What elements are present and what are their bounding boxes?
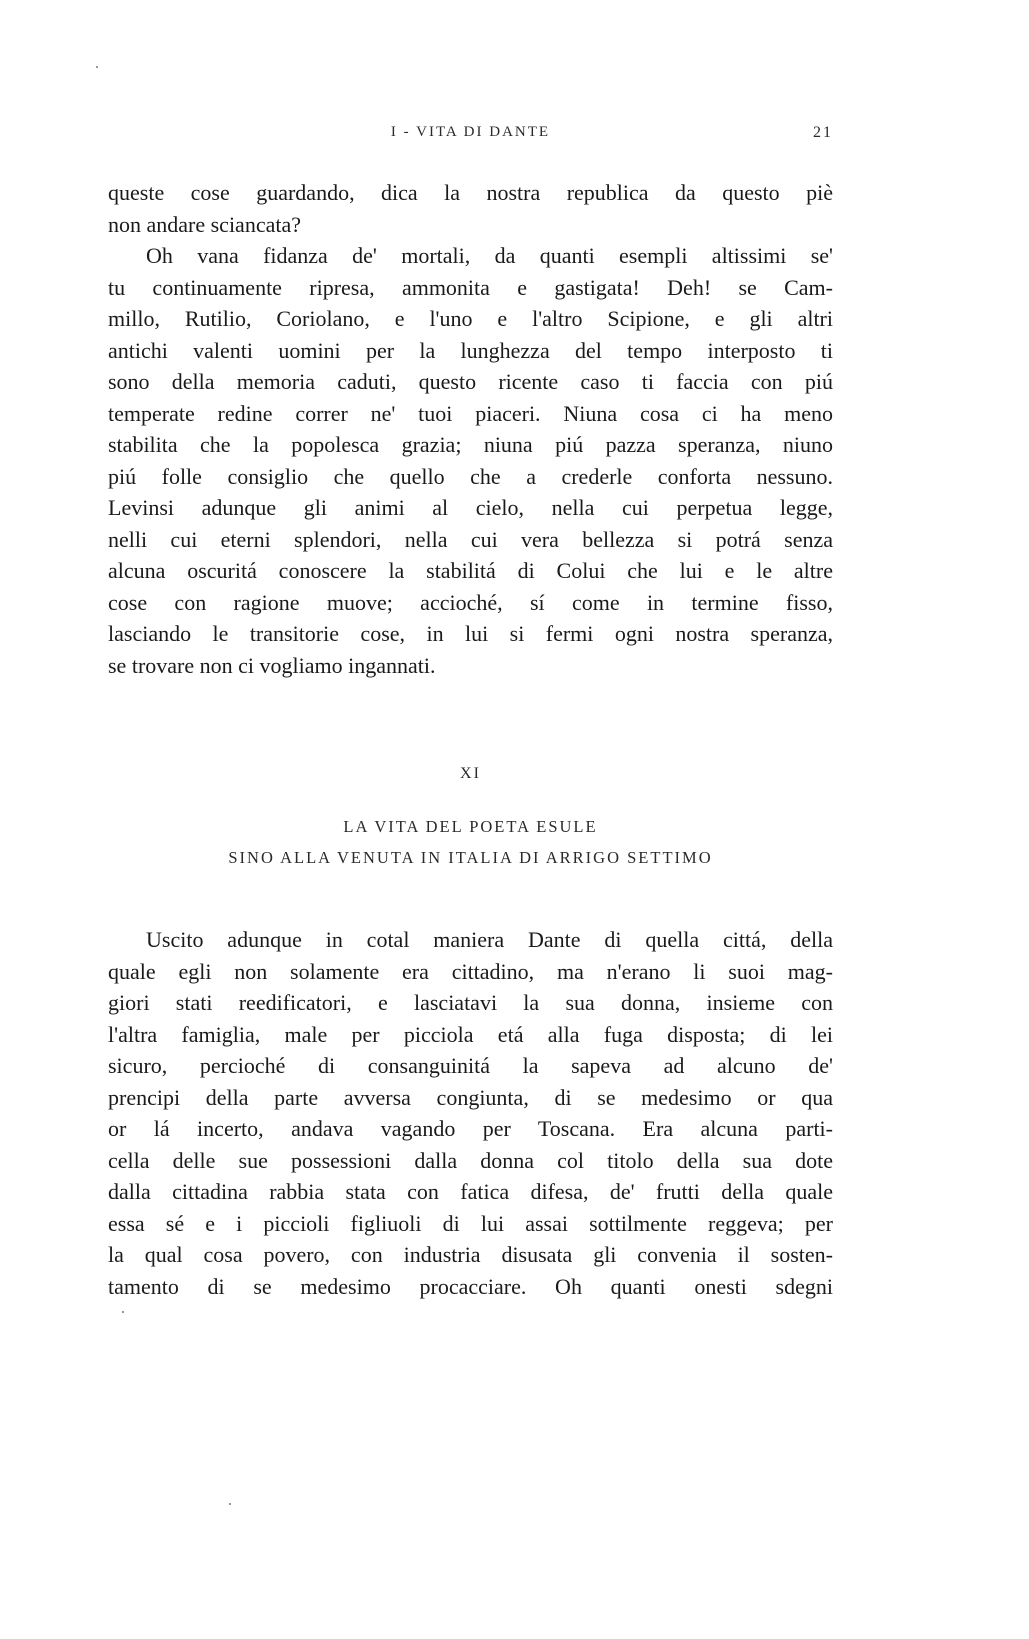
- paragraph-block-1: [108, 177, 833, 681]
- text-line: non andare sciancata?: [108, 211, 301, 237]
- text-line: prencipi della parte avversa congiunta, di se medesimo or qua: [108, 1084, 833, 1110]
- scan-speck: [229, 1503, 231, 1505]
- scan-speck: [96, 66, 98, 68]
- text-line: essa sé e i piccioli figliuoli di lui assai sottilmente reggeva; per: [108, 1210, 833, 1236]
- text-line: Uscito adunque in cotal maniera Dante di quella cittá, della: [146, 927, 833, 952]
- text-line: giori stati reedificatori, e lasciatavi la sua donna, insieme con: [108, 990, 833, 1015]
- text-line: antichi valenti uomini per la lunghezza del tempo interposto ti: [108, 337, 833, 363]
- text-line: or lá incerto, andava vagando per Toscana. Era alcuna parti-: [108, 1116, 833, 1141]
- text-line: Oh vana fidanza de' mortali, da quanti esempli altissimi se': [146, 243, 833, 268]
- text-line: dalla cittadina rabbia stata con fatica difesa, de' frutti della quale: [108, 1179, 833, 1204]
- text-line: nelli cui eterni splendori, nella cui vera bellezza si potrá senza: [108, 526, 833, 552]
- text-line: cose con ragione muove; accioché, sí come in termine fisso,: [108, 589, 833, 615]
- text-line: alcuna oscuritá conoscere la stabilitá di Colui che lui e le altre: [108, 558, 833, 583]
- text-line: se trovare non ci vogliamo ingannati.: [108, 652, 436, 678]
- page-number: 21: [813, 124, 833, 141]
- scan-speck: [122, 1311, 124, 1313]
- text-line: quale egli non solamente era cittadino, ma n'erano li suoi mag-: [108, 958, 833, 984]
- chapter-number: XI: [460, 765, 481, 782]
- text-line: sono della memoria caduti, questo ricente caso ti faccia con piú: [108, 369, 833, 394]
- chapter-title-line-1: LA VITA DEL POETA ESULE: [343, 817, 598, 836]
- text-line: lasciando le transitorie cose, in lui si fermi ogni nostra speranza,: [108, 621, 833, 646]
- text-line: Levinsi adunque gli animi al cielo, nella cui perpetua legge,: [108, 495, 833, 520]
- text-line: sicuro, percioché di consanguinitá la sapeva ad alcuno de': [108, 1053, 833, 1078]
- text-line: stabilita che la popolesca grazia; niuna piú pazza speranza, niuno: [108, 432, 833, 457]
- text-line: temperate redine correr ne' tuoi piaceri. Niuna cosa ci ha meno: [108, 400, 833, 426]
- text-line: cella delle sue possessioni dalla donna col titolo della sua dote: [108, 1147, 833, 1173]
- text-line: tu continuamente ripresa, ammonita e gastigata! Deh! se Cam-: [108, 274, 833, 300]
- running-header: [108, 124, 833, 148]
- running-title: I - VITA DI DANTE: [390, 124, 551, 140]
- text-line: la qual cosa povero, con industria disusata gli convenia il sosten-: [108, 1242, 833, 1267]
- text-line: queste cose guardando, dica la nostra republica da questo piè: [108, 180, 833, 205]
- text-line: tamento di se medesimo procacciare. Oh quanti onesti sdegni: [108, 1273, 833, 1299]
- chapter-title-line-2: SINO ALLA VENUTA IN ITALIA DI ARRIGO SETTIMO: [228, 848, 713, 867]
- text-line: millo, Rutilio, Coriolano, e l'uno e l'altro Scipione, e gli altri: [108, 306, 833, 331]
- paragraph-block-2: [108, 924, 833, 1302]
- text-line: l'altra famiglia, male per picciola etá alla fuga disposta; di lei: [108, 1021, 833, 1047]
- text-line: piú folle consiglio che quello che a crederle conforta nessuno.: [108, 463, 833, 489]
